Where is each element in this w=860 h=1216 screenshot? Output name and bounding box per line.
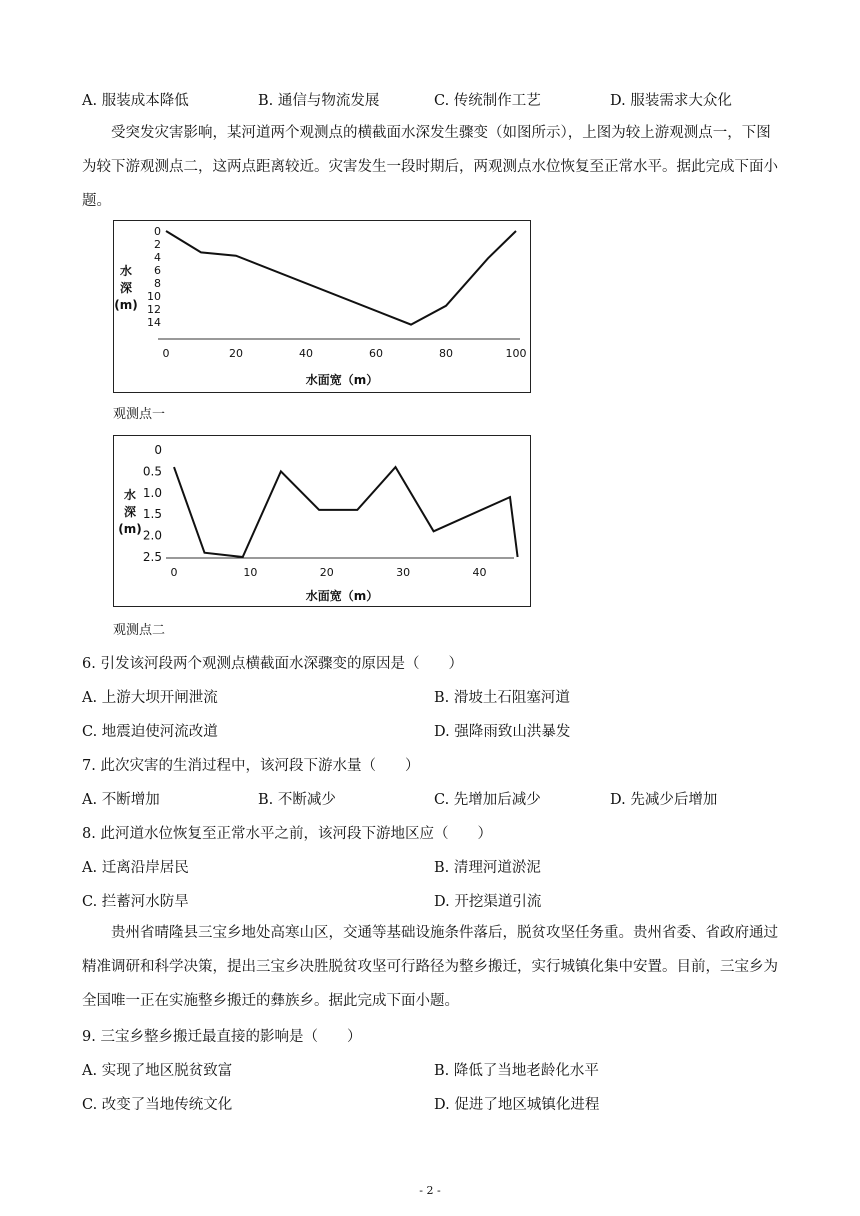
x-tick-label: 80 [439, 347, 453, 360]
x-tick-label: 60 [369, 347, 383, 360]
x-tick-label: 10 [243, 566, 258, 579]
y-tick-label: 2.5 [142, 550, 162, 564]
question-6-option-a: A. 上游大坝开闸泄流 [82, 690, 218, 706]
y-tick-label: 0.5 [142, 464, 162, 479]
y-axis-label: (m) [118, 522, 142, 536]
figure-caption-1: 观测点一 [113, 407, 166, 422]
y-axis-label: 水 [119, 264, 133, 278]
x-tick-label: 0 [162, 347, 170, 360]
question-6-option-d: D. 强降雨致山洪暴发 [434, 724, 571, 740]
passage-river-disaster: 受突发灾害影响，某河道两个观测点的横截面水深发生骤变（如图所示），上图为较上游观测点一，下图为较下游观测点二，这两点距离较近。灾害发生一段时期后，两观测点水位恢复至正常水平。据此完成下面小题。 [82, 125, 778, 209]
question-8-stem: 8. 此河道水位恢复至正常水平之前，该河段下游地区应（ ） [82, 826, 492, 842]
question-8-option-c: C. 拦蓄河水防旱 [82, 894, 189, 910]
question-9-option-d: D. 促进了地区城镇化进程 [434, 1097, 600, 1113]
prev-option-c: C. 传统制作工艺 [434, 93, 541, 109]
question-7-stem: 7. 此次灾害的生消过程中，该河段下游水量（ ） [82, 758, 420, 774]
question-9-option-b: B. 降低了当地老龄化水平 [434, 1063, 599, 1079]
y-tick-label: 12 [147, 303, 161, 316]
x-tick-label: 100 [505, 347, 527, 360]
y-tick-label: 0 [154, 443, 162, 457]
x-axis-label: 水面宽（m） [305, 589, 379, 603]
y-axis-label: 深 [119, 281, 133, 295]
x-tick-label: 40 [472, 566, 487, 579]
x-axis-label: 水面宽（m） [305, 373, 379, 387]
y-tick-label: 6 [154, 264, 161, 277]
question-6-option-c: C. 地震迫使河流改道 [82, 724, 218, 740]
y-tick-label: 0 [154, 225, 161, 238]
question-8-option-a: A. 迁离沿岸居民 [82, 860, 189, 876]
y-axis-label: (m) [114, 298, 138, 312]
depth-profile-chart-2 [114, 436, 530, 606]
x-tick-label: 40 [299, 347, 313, 360]
passage-sanbao-relocation: 贵州省晴隆县三宝乡地处高寒山区，交通等基础设施条件落后，脱贫攻坚任务重。贵州省委、省政府通过精准调研和科学决策，提出三宝乡决胜脱贫攻坚可行路径为整乡搬迁，实行城镇化集中安置。目前，三宝乡为全国唯一正在实施整乡搬迁的彝族乡。据此完成下面小题。 [82, 925, 778, 1009]
y-axis-label: 深 [123, 505, 137, 519]
y-tick-label: 14 [147, 316, 161, 329]
question-7-option-c: C. 先增加后减少 [434, 792, 541, 808]
prev-option-b: B. 通信与物流发展 [258, 93, 380, 109]
question-6-option-b: B. 滑坡土石阻塞河道 [434, 690, 570, 706]
x-tick-label: 20 [229, 347, 243, 360]
depth-profile-line [174, 467, 518, 557]
x-tick-label: 20 [319, 566, 334, 579]
prev-option-d: D. 服装需求大众化 [610, 93, 732, 109]
question-7-option-d: D. 先减少后增加 [610, 792, 718, 808]
question-9-option-c: C. 改变了当地传统文化 [82, 1097, 233, 1113]
question-7-option-b: B. 不断减少 [258, 792, 336, 808]
question-7-option-a: A. 不断增加 [82, 792, 160, 808]
y-tick-label: 2 [154, 238, 161, 251]
y-tick-label: 8 [154, 277, 161, 290]
x-tick-label: 0 [170, 566, 178, 579]
page-number: - 2 - [419, 1184, 441, 1197]
figure-observation-point-1 [113, 220, 531, 393]
y-tick-label: 4 [154, 251, 161, 264]
question-8-option-b: B. 清理河道淤泥 [434, 860, 541, 876]
question-6-stem: 6. 引发该河段两个观测点横截面水深骤变的原因是（ ） [82, 656, 463, 672]
depth-profile-line [166, 231, 516, 325]
y-tick-label: 1.0 [142, 485, 162, 500]
y-tick-label: 10 [147, 290, 161, 303]
y-tick-label: 1.5 [142, 507, 162, 522]
question-9-option-a: A. 实现了地区脱贫致富 [82, 1063, 233, 1079]
figure-observation-point-2 [113, 435, 531, 607]
y-axis-label: 水 [123, 488, 137, 502]
question-9-stem: 9. 三宝乡整乡搬迁最直接的影响是（ ） [82, 1029, 362, 1045]
prev-option-a: A. 服装成本降低 [82, 93, 189, 109]
depth-profile-chart-1 [114, 221, 530, 392]
question-8-option-d: D. 开挖渠道引流 [434, 894, 542, 910]
figure-caption-2: 观测点二 [113, 623, 166, 638]
x-tick-label: 30 [396, 566, 411, 579]
y-tick-label: 2.0 [142, 528, 162, 543]
